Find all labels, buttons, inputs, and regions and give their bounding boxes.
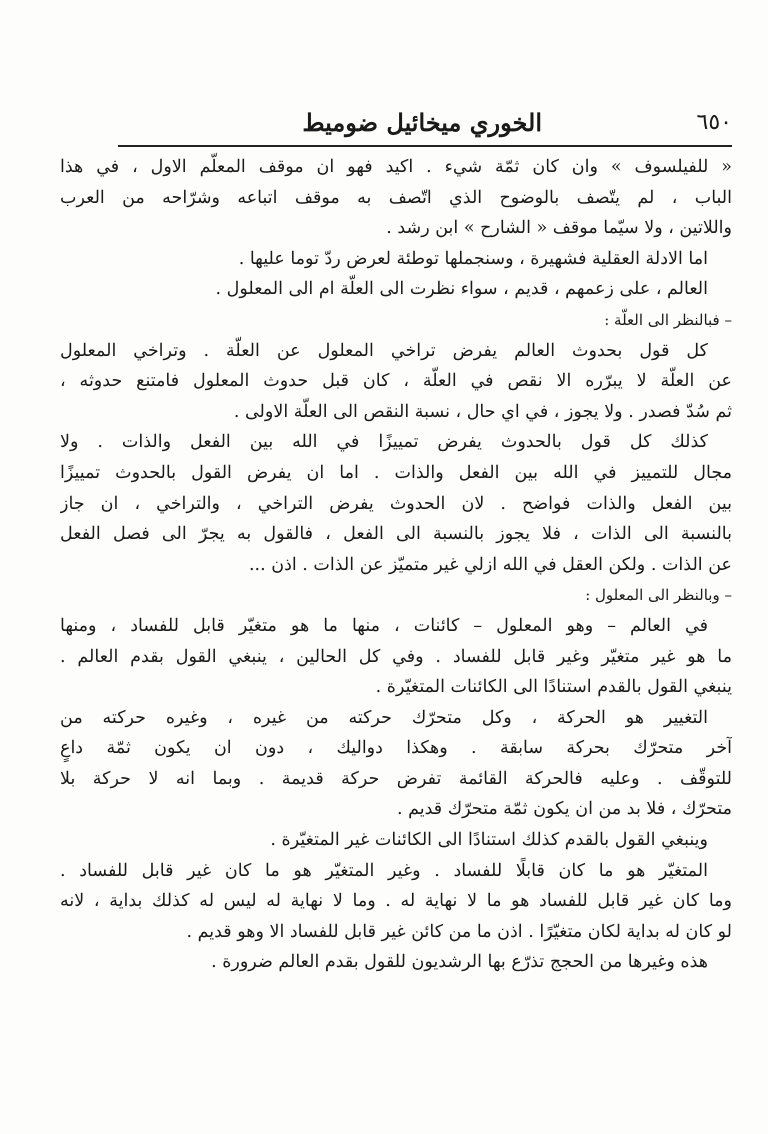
header-rule — [118, 145, 732, 147]
text-line: بين الفعل والذات فواضح . لان الحدوث يفرض التراخي ، والتراخي ، ان جاز — [60, 493, 732, 514]
text-line: المتغيّر هو ما كان قابلًا للفساد . وغير المتغيّر هو ما كان غير قابل للفساد . — [60, 860, 708, 881]
body-text — [60, 152, 732, 978]
page-header — [120, 108, 732, 142]
text-line: لو كان له بداية لكان متغيّرًا . اذن ما من كائن غير قابل للفساد الا وهو قديم . — [186, 921, 732, 942]
text-line: الباب ، لم يتّصف بالوضوح الذي اتّصف به موقف اتباعه وشرّاحه من العرب — [60, 187, 732, 208]
text-line: اما الادلة العقلية فشهيرة ، وسنجملها توطئة لعرض ردّ توما عليها . — [238, 248, 708, 269]
text-line: وينبغي القول بالقدم كذلك استنادًا الى الكائنات غير المتغيّرة . — [270, 830, 708, 851]
text-line: « للفيلسوف » وان كان ثمّة شيء . اكيد فهو ان موقف المعلّم الاول ، في هذا — [60, 157, 732, 177]
text-line: مجال للتمييز في الله بين الفعل والذات . اما ان يفرض القول بالحدوث تمييزًا — [60, 462, 732, 483]
text-line: التغيير هو الحركة ، وكل متحرّك حركته من غيره ، وغيره حركته من — [60, 707, 708, 728]
subheading-effect: – وبالنظر الى المعلول : — [585, 586, 732, 605]
text-line: كذلك كل قول بالحدوث يفرض تمييزًا في الله بين الفعل والذات . ولا — [60, 432, 708, 453]
text-line: كل قول بحدوث العالم يفرض تراخي المعلول عن العلّة . وتراخي المعلول — [60, 340, 708, 361]
text-line: عن الذات . ولكن العقل في الله ازلي غير متميّز عن الذات . اذن ... — [248, 554, 732, 575]
text-line: بالنسبة الى الذات ، فلا يجوز بالنسبة الى الفعل ، فالقول به يجرّ الى فصل الفعل — [60, 524, 732, 545]
subheading-cause: – فبالنظر الى العلّة : — [604, 310, 732, 329]
text-line: وما كان غير قابل للفساد هو ما لا نهاية له . وما لا نهاية له ليس له كذلك بداية ، لانه — [60, 891, 732, 912]
text-line: للتوقّف . وعليه فالحركة القائمة تفرض حركة قديمة . وبما انه لا حركة بلا — [60, 768, 732, 789]
text-line: هذه وغيرها من الحجج تذرّع بها الرشديون للقول بقدم العالم ضرورة . — [211, 952, 708, 973]
running-head-title: الخوري ميخائيل ضوميط — [302, 108, 542, 137]
text-line: في العالم – وهو المعلول – كائنات ، منها ما هو متغيّر قابل للفساد ، ومنها — [60, 615, 708, 636]
text-line: العالم ، على زعمهم ، قديم ، سواء نظرت الى العلّة ام الى المعلول . — [215, 279, 708, 300]
text-line: متحرّك ، فلا بد من ان يكون ثمّة متحرّك قديم . — [396, 799, 732, 820]
text-line: آخر متحرّك بحركة سابقة . وهكذا دواليك ، دون ان يكون ثمّة داعٍ — [60, 738, 732, 759]
text-line: ما هو غير متغيّر وغير قابل للفساد . وفي كل الحالين ، ينبغي القول بقدم العالم . — [60, 646, 732, 667]
text-line: ثم سُدّ فصدر . ولا يجوز ، في اي حال ، نسبة النقص الى العلّة الاولى . — [233, 401, 732, 422]
text-line: واللاتين ، ولا سيّما موقف « الشارح » ابن رشد . — [386, 218, 732, 239]
text-line: ينبغي القول بالقدم استنادًا الى الكائنات المتغيّرة . — [375, 677, 732, 698]
text-line: عن العلّة لا يبرّره الا نقص في العلّة ، كان قبل حدوث المعلول فامتنع حدوثه ، — [60, 371, 732, 392]
page-number: ٦٥٠ — [696, 110, 732, 135]
